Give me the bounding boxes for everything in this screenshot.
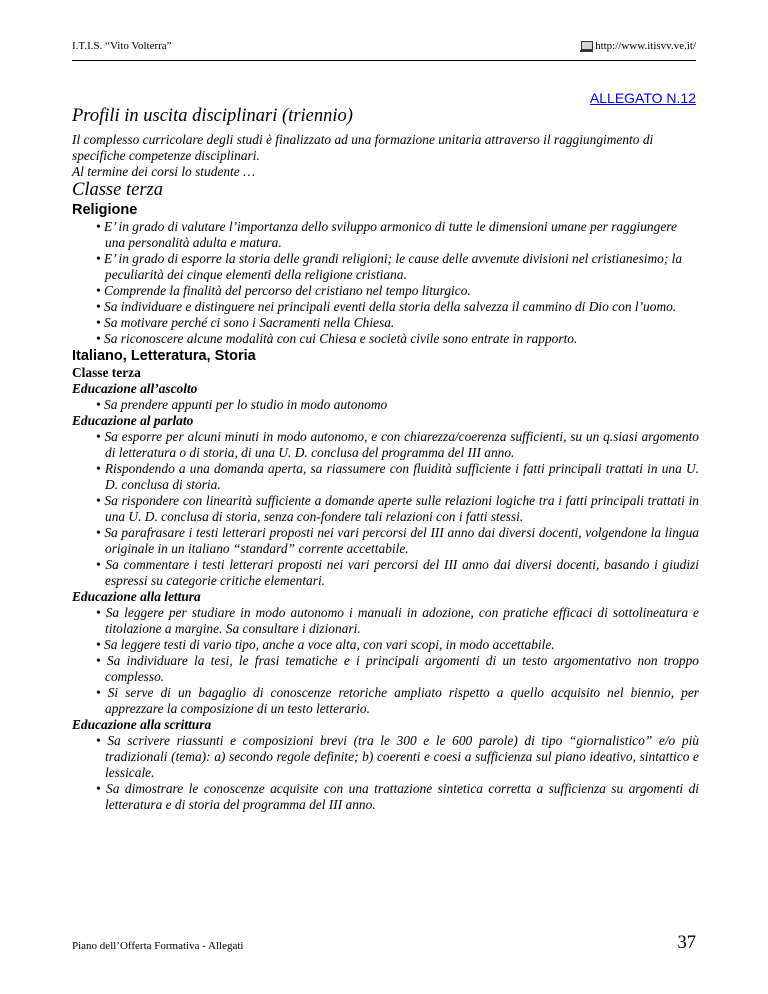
section-item: • Sa leggere per studiare in modo autonomo i manuali in adozione, con pratiche efficaci di sottolineatura e titolazione a margine. Sa consultare i dizionari. bbox=[96, 605, 699, 636]
section-list bbox=[72, 733, 699, 813]
page-title: Profili in uscita disciplinari (triennio) bbox=[72, 106, 353, 126]
website-url[interactable]: http://www.itisvv.ve.it/ bbox=[595, 40, 696, 52]
section-title: Educazione all’ascolto bbox=[72, 381, 198, 396]
section-title: Educazione alla lettura bbox=[72, 589, 201, 604]
intro-paragraph: Il complesso curricolare degli studi è finalizzato ad una formazione unitaria attraverso il raggiungimento di specifiche competenze disciplinari. bbox=[72, 132, 654, 163]
page-header bbox=[72, 40, 696, 61]
section-item: • Sa individuare la tesi, le frasi tematiche e i principali argomenti di un testo argomentativo non troppo complesso. bbox=[96, 653, 699, 684]
section-item: • Rispondendo a una domanda aperta, sa riassumere con fluidità sufficiente i fatti principali trattati in una U. D. conclusa di storia. bbox=[96, 461, 699, 492]
religione-list bbox=[72, 219, 699, 347]
section-item: • Sa parafrasare i testi letterari proposti nei vari percorsi del III anno dai diversi docenti, volgendone la lingua originale in un italiano “standard” corrente accettabile. bbox=[96, 525, 699, 556]
school-name: I.T.I.S. “Vito Volterra” bbox=[72, 40, 172, 52]
page-number: 37 bbox=[677, 933, 696, 953]
italiano-classe: Classe terza bbox=[72, 365, 141, 380]
section-item: • Sa rispondere con linearità sufficiente a domande aperte sulle relazioni logiche tra i fatti principali trattati in una U. D. conclusa di storia, senza con-fondere tali relazioni con i fatti stessi. bbox=[96, 493, 699, 524]
intro-paragraph: Al termine dei corsi lo studente … bbox=[72, 164, 255, 179]
computer-icon bbox=[580, 41, 593, 52]
section-title: Educazione alla scrittura bbox=[72, 717, 212, 732]
section-item: • Si serve di un bagaglio di conoscenze retoriche ampliato rispetto a quello acquisito nel biennio, per apprezzare la composizione di un testo letterario. bbox=[96, 685, 699, 716]
religione-heading: Religione bbox=[72, 202, 138, 218]
section-list bbox=[72, 429, 699, 589]
section-item: • Sa scrivere riassunti e composizioni brevi (tra le 300 e le 600 parole) di tipo “giornalistico” e/o più tradizionali (tema): a) secondo regole definite; b) coerenti e coesi a sufficienza sul piano ideativo, sintattico e lessicale. bbox=[96, 733, 699, 780]
religione-item: • Comprende la finalità del percorso del cristiano nel tempo liturgico. bbox=[96, 283, 471, 298]
section-item: • Sa leggere testi di vario tipo, anche a voce alta, con vari scopi, in modo accettabile. bbox=[96, 637, 555, 652]
intro-text bbox=[72, 132, 699, 180]
page-content bbox=[72, 104, 699, 813]
section-title: Educazione al parlato bbox=[72, 413, 194, 428]
allegato-link[interactable]: ALLEGATO N.12 bbox=[589, 90, 696, 106]
section-list bbox=[72, 397, 699, 413]
religione-item: • E’ in grado di valutare l’importanza dello sviluppo armonico di tutte le dimensioni umane per raggiungere una personalità adulta e matura. bbox=[96, 219, 677, 250]
religione-item: • Sa riconoscere alcune modalità con cui Chiesa e società civile sono entrate in rapporto. bbox=[96, 331, 578, 346]
footer-text: Piano dell’Offerta Formativa - Allegati bbox=[72, 940, 244, 952]
section-item: • Sa dimostrare le conoscenze acquisite con una trattazione sintetica corretta a sufficienza su argomenti di letteratura e di storia del programma del III anno. bbox=[96, 781, 699, 812]
section-item: • Sa esporre per alcuni minuti in modo autonomo, e con chiarezza/coerenza sufficienti, su un q.siasi argomento di letteratura o di storia, di una U. D. conclusa del programma del III anno. bbox=[96, 429, 699, 460]
classe-heading: Classe terza bbox=[72, 180, 163, 200]
section-item: • Sa commentare i testi letterari proposti nei vari percorsi del III anno dai diversi docenti, basando i giudizi espressi su categorie critiche elementari. bbox=[96, 557, 699, 588]
italiano-heading: Italiano, Letteratura, Storia bbox=[72, 348, 256, 364]
religione-item: • E’ in grado di esporre la storia delle grandi religioni; le cause delle avvenute divisioni nel cristianesimo; la peculiarità dei cinque elementi della religione cristiana. bbox=[96, 251, 683, 282]
italiano-sections bbox=[72, 381, 699, 813]
header-url-group bbox=[580, 40, 696, 52]
section-item: • Sa prendere appunti per lo studio in modo autonomo bbox=[96, 397, 388, 412]
religione-item: • Sa motivare perché ci sono i Sacramenti nella Chiesa. bbox=[96, 315, 395, 330]
section-list bbox=[72, 605, 699, 717]
religione-item: • Sa individuare e distinguere nei principali eventi della storia della salvezza il cammino di Dio con l’uomo. bbox=[96, 299, 677, 314]
